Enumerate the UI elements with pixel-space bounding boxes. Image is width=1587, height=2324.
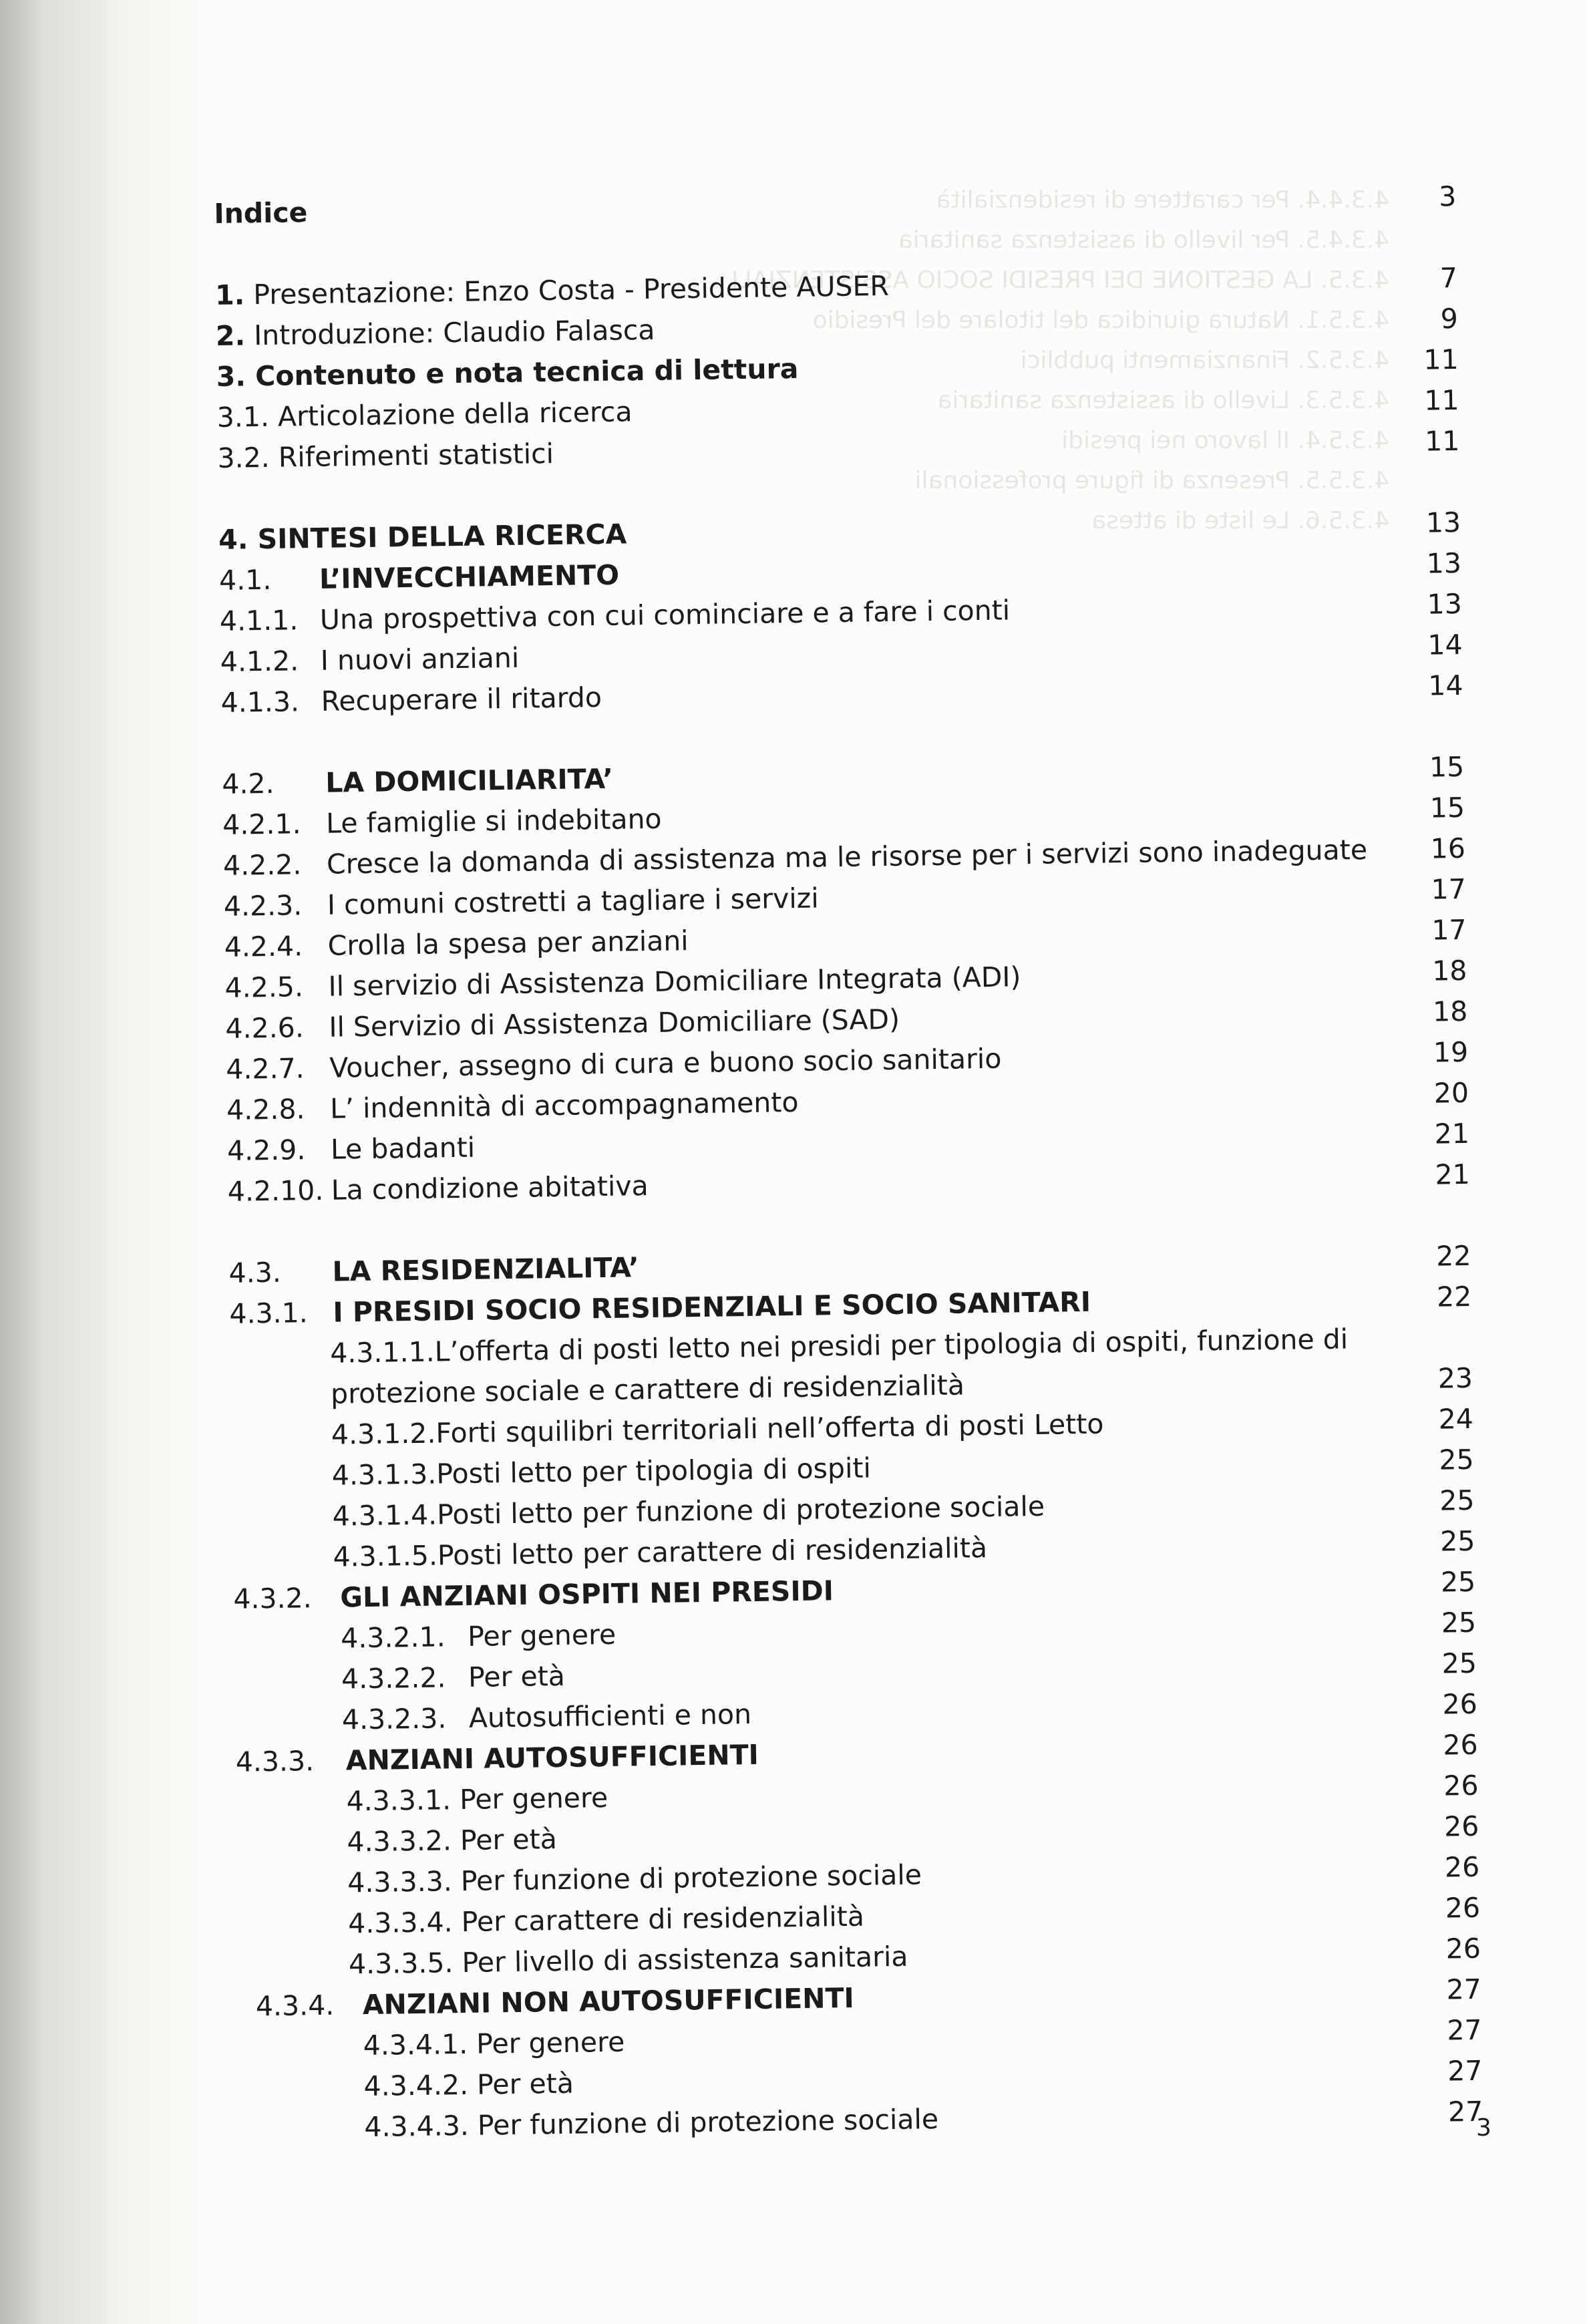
toc-text: Posti letto per tipologia di ospiti (435, 1452, 872, 1490)
toc-text: Articolazione della ricerca (277, 395, 633, 433)
toc-num: 2. (215, 319, 246, 352)
toc-text: Cresce la domanda di assistenza ma le risorse per i servizi sono inadeguate (326, 833, 1368, 880)
toc-page: 25 (1439, 1484, 1475, 1517)
toc-num: 4.3.2.3. (341, 1702, 447, 1736)
toc-num: 4.2.6. (225, 1011, 305, 1045)
toc-num: 4.3.3.2. (347, 1824, 452, 1858)
toc-num: 4.2.5. (224, 971, 304, 1004)
toc-page: 22 (1435, 1239, 1471, 1273)
toc-page: 25 (1441, 1647, 1477, 1680)
toc-text: Per funzione di protezione sociale (460, 1858, 922, 1898)
toc-page: 13 (1425, 506, 1461, 539)
toc-page: 13 (1427, 587, 1463, 621)
toc-page: 15 (1429, 791, 1465, 824)
toc-num: 4.3.3.5. (348, 1947, 454, 1981)
toc-text: I nuovi anziani (320, 641, 520, 677)
toc-page: 11 (1423, 384, 1459, 417)
toc-text: Posti letto per funzione di protezione sociale (436, 1490, 1045, 1531)
toc-num: 4.3.1.3. (331, 1458, 437, 1492)
toc-num: 4.2.9. (226, 1134, 306, 1167)
toc-num: 4.3.1.2. (331, 1417, 436, 1451)
toc-page: 25 (1441, 1606, 1477, 1639)
toc-text: SINTESI DELLA RICERCA (257, 518, 627, 556)
toc-num: 4.2.4. (224, 930, 303, 963)
toc-num: 4.3.4.1. (363, 2027, 468, 2062)
table-of-contents (214, 176, 1497, 2150)
toc-text: Le badanti (330, 1131, 476, 1166)
toc-text: Contenuto e nota tecnica di lettura (254, 352, 799, 393)
toc-page: 11 (1424, 424, 1460, 458)
toc-num: 4.1.3. (220, 685, 300, 719)
toc-text: Per età (460, 1823, 558, 1857)
toc-page: 26 (1445, 1891, 1481, 1925)
toc-page: 17 (1431, 872, 1467, 906)
toc-num: 3.2. (217, 441, 271, 474)
toc-num: 4.1.1. (219, 604, 299, 637)
toc-text: I PRESIDI SOCIO RESIDENZIALI E SOCIO SANITARI (333, 1285, 1091, 1329)
toc-num: 4.1.2. (220, 645, 299, 678)
toc-page: 26 (1443, 1810, 1479, 1843)
toc-page: 25 (1439, 1524, 1475, 1558)
toc-num: 4.3.3.1. (346, 1784, 452, 1818)
toc-num: 1. (214, 279, 245, 311)
toc-page: 3 (1438, 180, 1457, 213)
toc-text: Per età (468, 1659, 566, 1693)
toc-page: 15 (1429, 750, 1465, 784)
toc-num: 4.2. (222, 767, 275, 800)
toc-num: 4.3.2.2. (341, 1661, 446, 1695)
toc-num: 4.3.4. (255, 1989, 335, 2023)
toc-num: 4.3.2. (233, 1582, 313, 1615)
toc-num: 4.3.1.1. (329, 1335, 435, 1369)
toc-page: 14 (1427, 669, 1463, 702)
toc-page: 25 (1440, 1565, 1476, 1599)
toc-text: La condizione abitativa (331, 1170, 649, 1206)
toc-num: 3. (216, 360, 246, 393)
toc-page: 21 (1435, 1158, 1471, 1191)
toc-text: Per età (476, 2067, 574, 2101)
toc-num: 4.3.2.1. (340, 1621, 446, 1655)
toc-text: Per genere (459, 1781, 608, 1816)
toc-page: 26 (1444, 1850, 1480, 1884)
toc-title: Indice (214, 196, 308, 230)
toc-page: 26 (1443, 1769, 1479, 1802)
toc-num: 4.3.1.5. (333, 1539, 438, 1573)
toc-page: 26 (1442, 1687, 1478, 1721)
toc-text: Recuperare il ritardo (321, 681, 602, 717)
toc-text: GLI ANZIANI OSPITI NEI PRESIDI (340, 1574, 834, 1614)
toc-page: 27 (1447, 2013, 1482, 2047)
toc-page: 14 (1427, 628, 1463, 661)
toc-page: 16 (1430, 832, 1466, 865)
toc-num: 4.3.1. (229, 1297, 309, 1330)
toc-text: ANZIANI NON AUTOSUFFICIENTI (362, 1981, 855, 2021)
toc-num: 4.3.4.2. (363, 2068, 469, 2103)
toc-num: 4.2.1. (222, 808, 301, 841)
toc-text: Il Servizio di Assistenza Domiciliare (SAD) (329, 1003, 900, 1043)
toc-num: 4.3. (228, 1256, 282, 1289)
toc-text: LA DOMICILIARITA’ (325, 762, 614, 799)
toc-page: 21 (1434, 1117, 1470, 1150)
toc-page: 27 (1446, 1973, 1482, 2006)
toc-text: Una prospettiva con cui cominciare e a fare i conti (319, 594, 1011, 636)
toc-page: 26 (1445, 1932, 1481, 1965)
toc-page: 26 (1443, 1728, 1478, 1762)
toc-text: L’ indennità di accompagnamento (329, 1086, 799, 1125)
toc-text: Introduzione: Claudio Falasca (253, 313, 655, 352)
toc-text: L’offerta di posti letto nei presidi per tipologia di ospiti, funzione di (434, 1323, 1349, 1368)
toc-num: 4.2.2. (222, 848, 302, 882)
toc-page: 27 (1447, 2054, 1483, 2088)
toc-num: 4.2.8. (226, 1093, 305, 1126)
toc-page: 24 (1438, 1402, 1474, 1436)
toc-page: 13 (1426, 546, 1462, 580)
toc-text: LA RESIDENZIALITA’ (332, 1251, 640, 1288)
toc-page: 9 (1440, 303, 1459, 335)
toc-page: 11 (1423, 343, 1459, 376)
toc-text: Voucher, assegno di cura e buono socio sanitario (329, 1042, 1002, 1084)
toc-text: Il servizio di Assistenza Domiciliare Integrata (ADI) (328, 961, 1021, 1003)
toc-text: Posti letto per carattere di residenzialità (437, 1532, 988, 1572)
toc-text: L’INVECCHIAMENTO (319, 558, 620, 595)
toc-text: Riferimenti statistici (278, 437, 554, 474)
toc-text: Forti squilibri territoriali nell’offerta di posti Letto (435, 1407, 1104, 1450)
toc-num: 3.1. (216, 400, 270, 434)
bleed-through-text: 4.3.4.4. Per carattere di residenzialità 4.3.4.5. Per livello di assistenza sanitaria 4.3.5. LA GESTIONE DEI PRESIDI SOCIO ASSISTENZIALI 4.3.5.1. Natura giuridica del titolare del Presidio 4.3.5.2. Finanziamenti pubblici 4.3.5.3. Livello di assistenza sanitaria 4.3.5.4. Il lavoro nei presidi 4.3.5.5. Presenza di figure professionali 4.3.5.6. Le liste di attesa (731, 186, 1389, 534)
toc-page: 27 (1447, 2095, 1483, 2128)
toc-page: 17 (1431, 913, 1467, 947)
toc-text: ANZIANI AUTOSUFFICIENTI (345, 1738, 759, 1777)
toc-text: Le famiglie si indebitano (325, 802, 662, 840)
toc-text: Autosufficienti e non (468, 1697, 752, 1734)
toc-num: 4.2.7. (225, 1052, 305, 1086)
toc-text: Per carattere di residenzialità (461, 1900, 865, 1939)
toc-text: Per genere (476, 2025, 625, 2060)
toc-page: 20 (1433, 1076, 1469, 1110)
toc-page: 19 (1433, 1035, 1469, 1069)
toc-page: 18 (1431, 954, 1467, 987)
toc-page: 23 (1437, 1361, 1473, 1395)
toc-text: I comuni costretti a tagliare i servizi (327, 882, 819, 921)
toc-text: Presentazione: Enzo Costa - Presidente AUSER (252, 269, 890, 311)
toc-num: 4.3.3. (235, 1745, 315, 1778)
toc-text: Per livello di assistenza sanitaria (462, 1940, 908, 1979)
toc-num: 4.1. (218, 563, 272, 597)
toc-page: 7 (1439, 262, 1458, 295)
toc-page: 18 (1432, 995, 1468, 1028)
toc-num: 4.2.3. (223, 889, 303, 923)
toc-num: 4.3.3.4. (347, 1906, 453, 1940)
toc-text: Per genere (467, 1618, 616, 1653)
toc-text: Per funzione di protezione sociale (477, 2103, 939, 2142)
toc-page: 22 (1436, 1280, 1472, 1313)
toc-page: 25 (1439, 1443, 1474, 1476)
page-number: 3 (1476, 2114, 1491, 2142)
toc-num: 4. (218, 523, 248, 556)
toc-num: 4.3.3.3. (347, 1865, 453, 1899)
toc-text: Crolla la spesa per anziani (327, 925, 689, 962)
toc-num: 4.2.10. (227, 1174, 324, 1208)
toc-text: protezione sociale e carattere di residenzialità (330, 1369, 965, 1410)
toc-num: 4.3.1.4. (332, 1498, 437, 1532)
toc-num: 4.3.4.3. (364, 2109, 470, 2144)
